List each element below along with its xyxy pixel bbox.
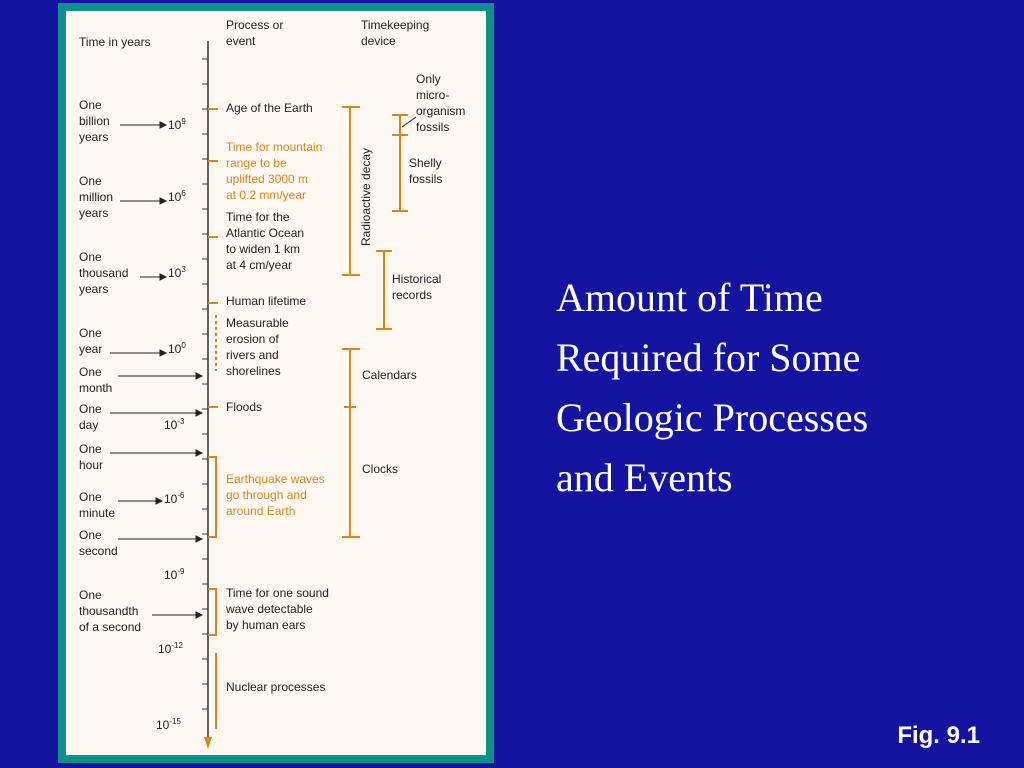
power-label: $10^0$ <box>168 341 186 356</box>
axis-arrow-icon <box>204 737 212 749</box>
event-atlantic-widening <box>226 210 304 272</box>
slide-title-line: Geologic Processes <box>556 395 869 440</box>
device-label-line: Only <box>416 72 441 86</box>
time-label-thousandth <box>79 588 141 634</box>
arrow-icon <box>118 373 202 379</box>
arrow-icon <box>110 410 202 416</box>
event-label-line: Nuclear processes <box>226 680 326 694</box>
axis-ticks <box>202 59 208 709</box>
slide-title <box>556 268 996 508</box>
event-label-line: at 0.2 mm/year <box>226 188 307 202</box>
event-label-line: Earthquake waves <box>226 472 325 486</box>
time-label-line: second <box>79 544 118 558</box>
device-labels <box>359 72 465 476</box>
event-label-line: around Earth <box>226 504 296 518</box>
time-label-line: of a second <box>79 620 142 634</box>
slide-title-line: and Events <box>556 455 733 500</box>
event-label-line: Age of the Earth <box>226 101 313 115</box>
device-label-line: Historical <box>392 272 442 286</box>
arrow-icon <box>120 198 166 204</box>
event-label-line: at 4 cm/year <box>226 258 293 272</box>
device-label-line: organism <box>416 104 466 118</box>
time-label-line: One <box>79 98 102 112</box>
arrow-icon <box>120 122 166 128</box>
event-labels <box>225 101 329 694</box>
event-label-line: erosion of <box>226 332 279 346</box>
figure-frame <box>58 3 494 763</box>
shelly-fossils-bracket <box>392 115 408 211</box>
time-labels <box>79 98 141 634</box>
device-label-historical-records <box>392 272 441 302</box>
power-label: $10^9$ <box>168 117 186 132</box>
earthquake-bracket <box>208 457 216 537</box>
event-label-line: rivers and <box>226 348 279 362</box>
event-nuclear <box>226 680 325 694</box>
time-label-month <box>79 365 112 395</box>
event-label-line: Human lifetime <box>226 294 307 308</box>
event-label-line: range to be <box>226 156 287 170</box>
arrow-icon <box>152 612 202 618</box>
event-erosion <box>226 316 289 378</box>
device-label-calendars: Calendars <box>362 368 417 382</box>
time-label-thousand <box>79 250 128 296</box>
event-label-line: shorelines <box>226 364 281 378</box>
event-earthquake-waves <box>226 472 325 518</box>
time-label-line: hour <box>79 458 104 472</box>
header-process-line-2: event <box>226 34 256 48</box>
time-label-line: One <box>79 588 102 602</box>
time-label-line: One <box>79 250 102 264</box>
power-label: $10^3$ <box>168 265 186 280</box>
event-markers <box>208 109 218 729</box>
time-label-hour <box>79 442 103 472</box>
event-label-line: Floods <box>226 400 263 414</box>
power-label: $10^{-12}$ <box>158 641 183 656</box>
event-sound-wave <box>225 586 329 632</box>
slide-title-line: Amount of Time <box>556 275 823 320</box>
time-label-billion <box>79 98 110 144</box>
time-arrows <box>110 122 202 618</box>
header-process-line-1: Process or <box>226 18 284 32</box>
power-label: $10^6$ <box>168 189 186 204</box>
time-label-million <box>79 174 113 220</box>
device-label-shelly-fossils <box>409 156 442 186</box>
radioactive-decay-bracket <box>342 107 360 275</box>
sound-bracket <box>208 589 216 635</box>
arrow-icon <box>118 536 202 542</box>
event-human-lifetime <box>226 294 306 308</box>
time-label-day <box>79 402 102 432</box>
device-label-line: fossils <box>409 172 443 186</box>
event-label-line: by human ears <box>226 618 306 632</box>
time-label-line: thousand <box>79 266 129 280</box>
arrow-icon <box>110 350 166 356</box>
microorganism-leader-line <box>402 117 416 127</box>
event-label-line: to widen 1 km <box>226 242 301 256</box>
time-label-second <box>79 528 118 558</box>
power-label: $10^{-15}$ <box>156 717 181 732</box>
timescale-diagram <box>66 11 486 755</box>
device-label-line: Shelly <box>409 156 442 170</box>
time-label-line: day <box>79 418 99 432</box>
event-mountain-uplift <box>226 140 322 202</box>
header-device-line-1: Timekeeping <box>361 18 430 32</box>
arrow-icon <box>140 274 166 280</box>
time-label-line: billion <box>79 114 110 128</box>
power-label: $10^{-3}$ <box>164 417 185 432</box>
event-label-line: Measurable <box>226 316 289 330</box>
arrow-icon <box>118 498 162 504</box>
event-label-line: uplifted 3000 m <box>226 172 309 186</box>
time-label-line: One <box>79 326 102 340</box>
time-label-line: year <box>79 342 103 356</box>
timescale-figure <box>66 11 486 755</box>
event-label-line: wave detectable <box>226 602 313 616</box>
device-label-line: fossils <box>416 120 450 134</box>
device-label-clocks: Clocks <box>362 462 399 476</box>
time-label-line: One <box>79 528 102 542</box>
power-label: $10^{-6}$ <box>164 491 185 506</box>
time-label-line: One <box>79 365 102 379</box>
event-label-line: go through and <box>226 488 307 502</box>
time-label-line: One <box>79 402 102 416</box>
arrow-icon <box>110 450 202 456</box>
calendars-clocks-bracket <box>342 349 360 537</box>
time-label-minute <box>79 490 115 520</box>
power-labels <box>156 117 186 732</box>
device-label-line: micro- <box>416 88 450 102</box>
event-label-line: Atlantic Ocean <box>226 226 305 240</box>
event-age-of-earth <box>226 101 313 115</box>
device-label-microorganism <box>416 72 465 134</box>
time-label-line: years <box>79 130 109 144</box>
time-label-line: One <box>79 490 102 504</box>
event-label-line: Time for the <box>226 210 290 224</box>
time-label-line: One <box>79 174 102 188</box>
figure-label: Fig. 9.1 <box>897 722 980 749</box>
time-label-line: years <box>79 206 109 220</box>
event-floods <box>226 400 262 414</box>
slide-title-line: Required for Some <box>556 335 861 380</box>
time-label-line: million <box>79 190 114 204</box>
time-label-line: month <box>79 381 113 395</box>
power-label: $10^{-9}$ <box>164 567 185 582</box>
event-label-line: Time for mountain <box>226 140 323 154</box>
time-label-line: One <box>79 442 102 456</box>
time-label-line: thousandth <box>79 604 139 618</box>
header-device-line-2: device <box>361 34 396 48</box>
time-label-line: years <box>79 282 109 296</box>
time-label-line: minute <box>79 506 116 520</box>
device-label-radioactive-decay: Radioactive decay <box>359 147 373 246</box>
historical-records-bracket <box>376 251 392 329</box>
header-time: Time in years <box>79 35 151 49</box>
event-label-line: Time for one sound <box>226 586 329 600</box>
device-label-line: records <box>392 288 433 302</box>
time-label-year <box>79 326 102 356</box>
